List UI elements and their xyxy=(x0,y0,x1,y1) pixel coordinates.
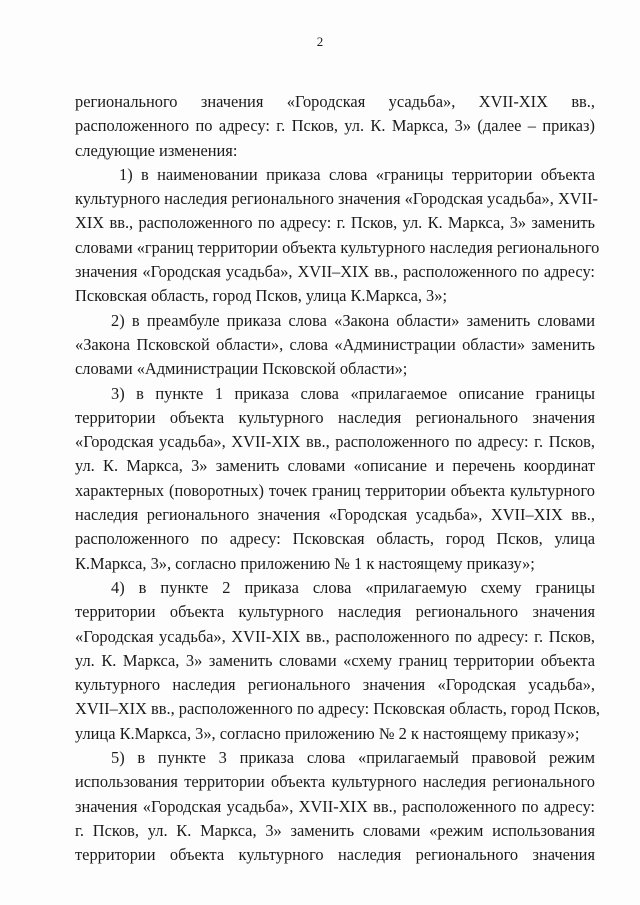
text-line: 1) в наименовании приказа слова «границы территории объекта xyxy=(119,164,595,184)
text-line: территории объекта культурного наследия регионального значения xyxy=(75,845,595,865)
text-line: XVII–XIX вв., расположенного по адресу: Псковская область, город Псков, xyxy=(75,699,601,719)
text-line: 2) в преамбуле приказа слова «Закона области» заменить словами xyxy=(111,310,595,330)
text-line: культурного наследия регионального значения «Городская усадьба», xyxy=(75,675,595,695)
text-line: характерных (поворотных) точек границ территории объекта культурного xyxy=(75,480,595,500)
text-line: значения «Городская усадьба», XVII-XIX вв., расположенного по адресу: xyxy=(75,796,595,816)
text-line: г. Псков, ул. К. Маркса, 3» заменить словами «режим использования xyxy=(75,820,595,840)
text-line: «Закона Псковской области», слова «Администрации области» заменить xyxy=(75,334,595,354)
text-line: территории объекта культурного наследия регионального значения xyxy=(75,602,595,622)
text-line: словами «Администрации Псковской области»; xyxy=(75,359,408,379)
text-line: 5) в пункте 3 приказа слова «прилагаемый правовой режим xyxy=(111,748,595,768)
text-line: улица К.Маркса, 3», согласно приложению № 2 к настоящему приказу»; xyxy=(75,723,580,743)
text-line: XIX вв., расположенного по адресу: г. Псков, ул. К. Маркса, 3» заменить xyxy=(75,213,595,233)
text-line: расположенного по адресу: г. Псков, ул. К. Маркса, 3» (далее – приказ) xyxy=(75,116,595,136)
text-line: 4) в пункте 2 приказа слова «прилагаемую схему границы xyxy=(111,577,595,597)
text-line: использования территории объекта культурного наследия регионального xyxy=(75,772,595,792)
text-line: значения «Городская усадьба», XVII–XIX вв., расположенного по адресу: xyxy=(75,262,595,282)
text-line: «Городская усадьба», XVII-XIX вв., расположенного по адресу: г. Псков, xyxy=(75,432,595,452)
text-line: территории объекта культурного наследия регионального значения xyxy=(75,407,595,427)
text-line: следующие изменения: xyxy=(75,140,238,160)
text-line: культурного наследия регионального значения «Городская усадьба», XVII- xyxy=(75,189,598,209)
text-line: Псковская область, город Псков, улица К.Маркса, 3»; xyxy=(75,286,447,306)
text-line: ул. К. Маркса, 3» заменить словами «описание и перечень координат xyxy=(75,456,595,476)
text-line: 3) в пункте 1 приказа слова «прилагаемое описание границы xyxy=(111,383,595,403)
text-line: регионального значения «Городская усадьба», XVII-XIX вв., xyxy=(75,92,595,111)
page-number: 2 xyxy=(316,34,324,49)
text-line: словами «границ территории объекта культурного наследия регионального xyxy=(75,237,600,257)
text-line: «Городская усадьба», XVII-XIX вв., расположенного по адресу: г. Псков, xyxy=(75,626,595,646)
document-body xyxy=(75,90,601,868)
text-line: ул. К. Маркса, 3» заменить словами «схему границ территории объекта xyxy=(75,650,595,670)
text-line: К.Маркса, 3», согласно приложению № 1 к настоящему приказу»; xyxy=(75,553,535,573)
text-line: расположенного по адресу: Псковская область, город Псков, улица xyxy=(75,529,595,549)
text-line: наследия регионального значения «Городская усадьба», XVII–XIX вв., xyxy=(75,505,595,525)
